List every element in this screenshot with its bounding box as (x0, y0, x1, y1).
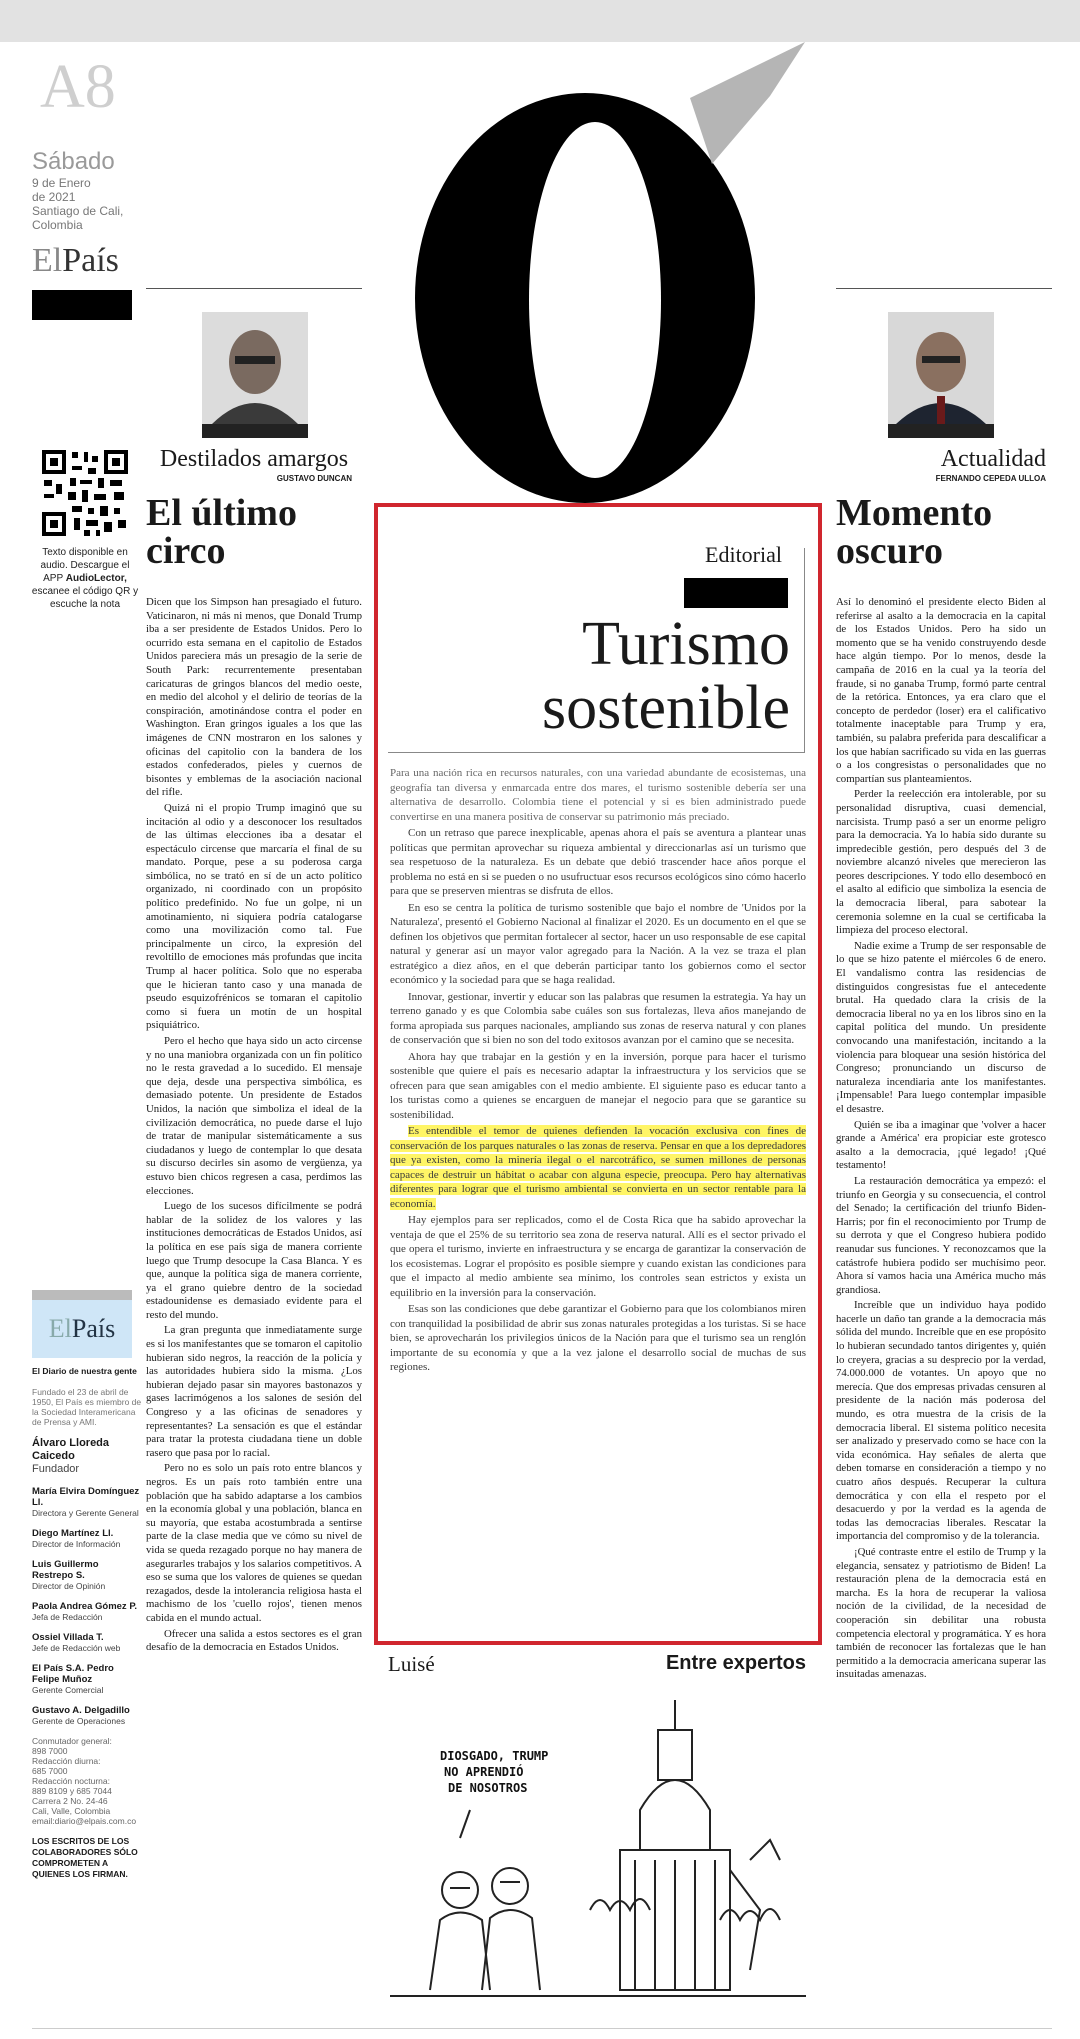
decorative-o-icon (360, 38, 820, 508)
editorial-title-line: Turismo (582, 610, 790, 678)
left-article-body (146, 596, 362, 1657)
editorial-title-rule (388, 752, 804, 753)
paragraph: La gran pregunta que inmediatamente surge es si los manifestantes que se tomaron el capitolio hubieran sido negros, la reacción de la policía y las autoridades hubiera sido la misma. ¿Los hubieran dejado pasar sin mayores bastonazos y gases lacrimógenos a los salones de sesión del Congreso y a las oficinas de senadores y representantes? La sensación es que el estándar para tratar la protesta ciudadana tiene un doble rasero que pasa por lo racial. (146, 1324, 362, 1459)
page-day: Sábado (32, 148, 115, 175)
staff-name: El País S.A. Pedro Felipe Muñoz (32, 1663, 114, 1685)
footer-rule (32, 2028, 1052, 2029)
staff-role: Gerente de Operaciones (32, 1716, 126, 1726)
paragraph: Ofrecer una salida a estos sectores es el gran desafío de la democracia en Estados Unidos. (146, 1627, 362, 1654)
editorial-side-rule (804, 548, 805, 753)
editorial-label: Editorial (705, 542, 782, 567)
masthead-logo-el: El (48, 1314, 72, 1343)
editorial-title (390, 612, 790, 740)
cartoon-illustration-icon (390, 1690, 806, 2010)
page-date (32, 176, 123, 232)
qr-code-icon (40, 448, 130, 538)
paragraph: Hay ejemplos para ser replicados, como el de Costa Rica que ha sabido aprovechar la ventaja de que el 25% de su territorio sea zona de reserva natural. Allí es el sector privado el que opera el turismo, invierte en infraestructura y se encarga de garantizar la conservación de los ecosistemas. Lograr el propósito es posible siempre y cuando existan las condiciones para que el impacto al medio ambiente sea mínimo, los controles sean estrictos y exista un equilibrio en la inversión para la conservación. (390, 1214, 806, 1299)
editorial-title-line: sostenible (542, 674, 790, 742)
left-author: GUSTAVO DUNCAN (276, 474, 352, 483)
paragraph: Perder la reelección era intolerable, por su personalidad disruptiva, cuasi demencial, narcisista. Trump pasó a ser un enorme peligro para la democracia. Ya lo había sido durante su impredecible gestión, pero después del 3 de noviembre alcanzó niveles que merecieron las peores descripciones. Y todo ello desembocó en el asalto al edificio que simboliza la esencia de la democracia liberal, para sabotear la ceremonia solemne en la cual se certificaba la limpieza del proceso electoral. (836, 788, 1046, 937)
author-photo-duncan (202, 312, 308, 438)
staff-name: Diego Martínez Ll. (32, 1528, 114, 1539)
right-article-title: Momento oscuro (836, 492, 993, 572)
masthead-info (32, 1356, 142, 1880)
qr-caption-app: AudioLector, (65, 573, 127, 584)
paragraph: Quién se iba a imaginar que 'volver a hacer grande a América' era propiciar este grotesco asalto a la democracia, ¡qué legado! ¡Qué testamento! (836, 1118, 1046, 1172)
left-column-name: Destilados amargos (159, 446, 349, 472)
redaction-bar (32, 290, 132, 320)
staff-role: Director de Opinión (32, 1581, 106, 1591)
left-article-title: El último circo (146, 492, 297, 572)
date-line: 9 de Enero (32, 176, 91, 190)
founder-role: Fundador (32, 1463, 80, 1475)
paragraph: Dicen que los Simpson han presagiado el futuro. Vaticinaron, ni más ni menos, que Donald Trump iba a ser presidente de Estados Unidos. Pero lo ocurrido esta semana en el capitolio de Estados Unidos pareciera más un presagio de la serie de South Park: recurrentemente presentaban caricaturas de gringos blancos del medio oeste, en medio del alcohol y el delirio de teorías de la conspiración, amotinándose contra el poder en Washington. Eran gringos iguales a los que las imágenes de CNN mostraron en los salones y oficinas del capitolio con la bandera de los estados confederados, pieles y cuernos de bisontes y emblemas de la asociación nacional del rifle. (146, 596, 362, 799)
paragraph: ¡Qué contraste entre el estilo de Trump y la elegancia, sensatez y patriotismo de Biden! La restauración plena de la democracia está en marcha. Es la hora de recuperar la valiosa noción de la civilidad, de la necesidad de cooperación sin debilitar una robusta competencia electoral y programática. Y es hora también de reconocer las fortalezas que le han permitido a la democracia americana superar las insuitadas amenazas. (836, 1545, 1046, 1681)
brand-el: El (32, 242, 63, 279)
contact-line: Cali, Valle, Colombia (32, 1806, 111, 1816)
founder-name: Álvaro Lloreda Caicedo (32, 1437, 110, 1462)
right-author: FERNANDO CEPEDA ULLOA (935, 474, 1046, 483)
paragraph: Esas son las condiciones que debe garantizar el Gobierno para que los colombianos miren con tranquilidad la posibilidad de abrir sus zonas naturales protegidas a los turistas. Si se hace bien, se aprovecharán los privilegios únicos de la Nación para que el turismo sea un renglón importante de su economía y que a la vez jalone el desarrollo social de muchas de sus regiones. (390, 1303, 806, 1373)
staff-role: Directora y Gerente General (32, 1508, 139, 1518)
top-bar (0, 0, 1080, 42)
qr-caption-post: escanee el código QR y escuche la nota (31, 586, 139, 610)
paragraph: Luego de los sucesos difícilmente se podrá hablar de la solidez de los valores y las instituciones democráticas de Estados Unidos, así la política en ese país siga de manera corriente luego que Trump desocupe la Casa Blanca. Y es que, aunque la política siga de manera corriente, ya el grano quiebre dentro de la sociedad estadounidense es demasiado evidente para el resto del mundo. (146, 1200, 362, 1321)
cartoon-bubble-line: DIOSGADO, TRUMP (440, 1749, 549, 1763)
masthead-logo (32, 1290, 132, 1358)
paragraph: Pero el hecho que haya sido un acto circense y no una maniobra organizada con un fin político no le resta gravedad a lo sucedido. El mensaje que deja, desde una perspectiva simbólica, es demasiado potente. Un presidente de Estados Unidos, la nación que simboliza el ideal de la civilización democrática, no puede darse el lujo de tratar de manipular sistemáticamente a sus ciudadanos y luego de contemplar lo que desata su discurso decirles sin asomo de vergüenza, ya estuvo bien chicos regresen a casa, perdimos las elecciones. (146, 1035, 362, 1197)
author-photo-cepeda (888, 312, 994, 438)
staff-role: Director de Información (32, 1539, 121, 1549)
disclaimer: LOS ESCRITOS DE LOS COLABORADORES SÓLO COMPROMETEN A QUIENES LOS FIRMAN. (32, 1836, 138, 1879)
right-column-name: Actualidad (940, 446, 1046, 472)
contact-line: Carrera 2 No. 24-46 (32, 1796, 108, 1806)
staff-name: Gustavo A. Delgadillo (32, 1705, 130, 1716)
contact-line: Redacción nocturna: (32, 1776, 110, 1786)
masthead-tagline: El Diario de nuestra gente (32, 1366, 137, 1376)
staff-role: Jefa de Redacción (32, 1612, 103, 1622)
paragraph: Ahora hay que trabajar en la gestión y en la inversión, porque para hacer el turismo sostenible que quiere el país es necesario adaptar la infraestructura y los servicios que se ofrecen para que sean amigables con el medio ambiente. El siguiente paso es educar tanto a los turistas como a quienes se encarguen de manejar el negocio para que se garantice su sostenibilidad. (390, 1050, 806, 1121)
qr-caption-pre: Texto disponible en audio. Descargue el APP (40, 547, 130, 584)
date-line: Santiago de Cali, (32, 204, 124, 218)
paragraph: La restauración democrática ya empezó: el triunfo en Georgia y su consecuencia, el control del Senado; la certificación del triunfo Biden-Harris; por fin el reconocimiento por Trump de su derrota y que el Congreso hubiera podido reanudar sus funciones. Y reconozcamos que la catástrofe hubiera podido ser muchísimo peor. Ahora sí vamos hacia una América mucho más grandiosa. (836, 1174, 1046, 1296)
paragraph: Increíble que un individuo haya podido hacerle un daño tan grande a la democracia más sólida del mundo. Increíble que en ese propósito lo hubieran secundado tantos dirigentes y, quién lo creyera, gracias a su desprecio por la verdad, 74.000.000 de votantes. Un apoyo que no merecía. Que dos empresas privadas censuren al presidente de la nación más poderosa del mundo, es otra muestra de la crisis de la democracia liberal. El sistema político necesita ser analizado y preservado como se hace con la vida económica. Hay señales de alerta que deben tomarse en consideración a tiempo y no cuatro años después. Recuperar la cultura democrática y con ella el respeto por el desacuerdo y por la verdad es la agenda de todas las democracias liberales. Rescatar la importancia del compromiso y de la tolerancia. (836, 1299, 1046, 1543)
brand-logo (32, 242, 119, 280)
staff-name: Luis Guillermo Restrepo S. (32, 1559, 99, 1581)
highlight: Es entendible el temor de quienes defienden la vocación exclusiva con fines de conservación de los parques naturales o las zonas de reserva. Pensar en que a los depredadores que ya existen, como la minería ilegal o el narcotráfico, se sumen millones de personas capaces de destruir un hábitat o acabar con alguna especie, preocupa. Pero hay alternativas diferentes para lograr que el turismo ambiental se convierta en un sector rentable para la economía. (390, 1125, 807, 1210)
staff-role: Jefe de Redacción web (32, 1643, 121, 1653)
contact-line: Redacción diurna: (32, 1756, 101, 1766)
contact-line: 889 8109 y 685 7044 (32, 1786, 112, 1796)
contact-line: email:diario@elpais.com.co (32, 1816, 137, 1826)
date-line: de 2021 (32, 190, 76, 204)
editorial-intro: Para una nación rica en recursos naturales, con una variedad abundante de ecosistemas, una geografía tan diversa y enmarcada entre dos mares, el turismo sostenible debería ser una alternativa de desarrollo. Colombia tiene el potencial y si es bien administrado puede convertirse en una manera positiva de conservar su patrimonio más preciado. (390, 767, 806, 823)
editorial-redaction-bar (684, 578, 788, 608)
highlighted-paragraph (390, 1124, 806, 1211)
paragraph: Nadie exime a Trump de ser responsable de lo que se hizo patente el miércoles 6 de enero. El vandalismo contra las residencias de distinguidos congresistas fue el antecedente brutal. Ha quedado clara la crisis de la democracia liberal no ya en los libros sino en la capital política del mundo. Un presidente convocando una manifestación, incitando a la violencia para bloquear una sesión histórica del Congreso; pronunciando un discurso de naturaleza incendiaria ante los manifestantes. ¡Impensable! Para luego contemplar impasible el desastre. (836, 939, 1046, 1115)
masthead-logo-pais: País (71, 1314, 116, 1343)
contact-line: Conmutador general: (32, 1736, 112, 1746)
header-rule-left (146, 288, 362, 289)
staff-name: María Elvira Domínguez Ll. (32, 1486, 140, 1508)
cartoon-bubble-line: DE NOSOTROS (448, 1781, 528, 1795)
masthead-founded: Fundado el 23 de abril de 1950, El País es miembro de la Sociedad Interamericana de Prensa y AMI. (32, 1387, 142, 1427)
qr-caption (30, 546, 140, 611)
contact-line: 685 7000 (32, 1766, 68, 1776)
page-number: A8 (40, 53, 116, 121)
contact-line: 898 7000 (32, 1746, 68, 1756)
paragraph: En eso se centra la política de turismo sostenible que bajo el nombre de 'Unidos por la Naturaleza', presentó el Gobierno Nacional al finalizar el 2020. Es un documento en el que se definen los objetivos que permitan fortalecer al sector, hacer un uso responsable de ese capital natural y generar así un mayor valor agregado para la Nación. A la vez se traza el plan estratégico a diez años, en el que deberán participar tanto los gobiernos como el sector económico y la sociedad para que se haga realidad. (390, 901, 806, 986)
staff-role: Gerente Comercial (32, 1685, 104, 1695)
header-rule-right (836, 288, 1052, 289)
staff-name: Ossiel Villada T. (32, 1632, 104, 1643)
right-article-body (836, 596, 1046, 1684)
date-line: Colombia (32, 218, 83, 232)
paragraph: Pero no es solo un país roto entre blancos y negros. Es un país roto también entre una población que ha sabido adaptarse a los cambios en la economía global y una población, blanca en su mayoría, que estaba acostumbrada a sentirse parte de la clase media que ve cómo su nivel de vida se queda rezagado porque no hay manera de asegurarles trabajos y los salarios competitivos. A eso se suma que los valores de quienes se quedan rezagados, desde la intolerancia religiosa hasta el machismo de los 'cuello rojos', tienen menos cabida en el mundo actual. (146, 1462, 362, 1624)
editorial-body (390, 766, 806, 1377)
brand-pais: País (62, 242, 119, 279)
cartoon-artist: Luisé (388, 1652, 435, 1676)
paragraph: Innovar, gestionar, invertir y educar son las palabras que resumen la estrategia. Ya hay un terreno ganado y es que Colombia sabe cuáles son sus fortalezas, lleva años manejando de forma apropiada sus parques nacionales, ampliando sus zonas de reserva natural y con planes de conservación que si bien no son del todo exitosos avanzan por el camino que se necesita. (390, 990, 806, 1046)
paragraph: Quizá ni el propio Trump imaginó que su incitación al odio y a desconocer los resultados de las últimas elecciones iba a desatar el espectáculo circense que marcaría el final de su mandato. Porque, pese a su poderosa carga simbólica, no se trató en sí de un acto político organizado, ni coordinado con un propósito político predefinido. No fue un golpe, ni un amotinamiento, ni siquiera podría catalogarse como una movilización como tal. Fue principalmente un circo, la expresión del revoltillo de emociones más profundas que incita Trump al hacer política. Solo que no esperaba que le hicieran tanto caso y una manada de pseudo esquizofrénicos se tomaran el capitolio como si fuera un motín de un hospital psiquiátrico. (146, 801, 362, 1032)
contact-info (32, 1736, 142, 1826)
paragraph: Con un retraso que parece inexplicable, apenas ahora el país se aventura a plantear unas políticas que permitan aprovechar su riqueza ambiental y direccionarlas así un turismo que sea respetuoso de la naturaleza. Es un debate que debió trascender hace años porque el problema no está en si se pueden o no usufructuar esos recursos ecológicos sino cómo hacerlo para que se preserven mientras se disfruta de ellos. (390, 827, 806, 897)
cartoon-title: Entre expertos (665, 1652, 806, 1674)
paragraph: Así lo denominó el presidente electo Biden al referirse al asalto a la democracia en la capital de los Estados Unidos. Pero ha sido un momento que se ha venido construyendo desde hace algún tiempo. Por lo menos, desde la campaña de 2016 en la cual ya la teoría del fraude, si no ganaba Trump, formó parte central de la retórica. Entonces, ya era claro que el concepto de perdedor (loser) era el calificativo totalmente inaceptable para Trump y era, también, su palabra preferida para descalificar a los que habían sacrificado su vida en las guerras o a los congresistas o personalidades que no compartían sus planteamientos. (836, 596, 1046, 785)
cartoon-bubble-line: NO APRENDIÓ (444, 1765, 524, 1779)
staff-name: Paola Andrea Gómez P. (32, 1601, 138, 1612)
